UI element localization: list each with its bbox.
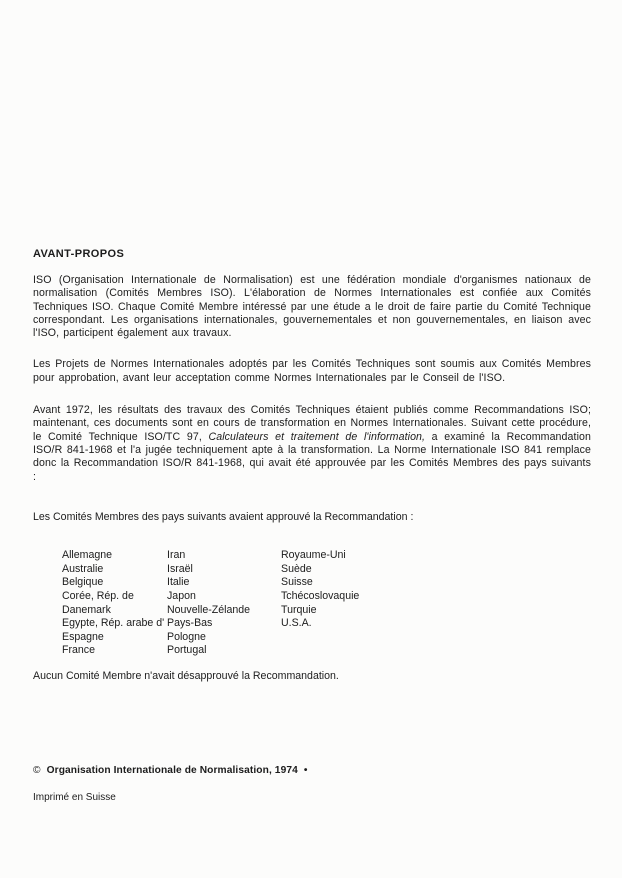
paragraph3-standard-title: Calculateurs et traitement de l'information, (208, 430, 426, 443)
paragraph-draft-standards: Les Projets de Normes Internationales adoptés par les Comités Techniques sont soumis aux Comités Membres pour approbation, avant leur acceptation comme Normes Internationales par le Conseil de l'ISO. (33, 358, 591, 384)
country-item: Egypte, Rép. arabe d' (62, 617, 165, 630)
foreword-heading: AVANT-PROPOS (33, 248, 125, 260)
country-item: Suisse (281, 576, 313, 589)
country-item: Allemagne (62, 549, 113, 562)
copyright-bullet: • (303, 765, 308, 776)
country-item: Australie (62, 562, 104, 575)
foreword-section (33, 248, 591, 683)
country-item: Danemark (62, 603, 111, 616)
country-item: Portugal (167, 644, 207, 657)
country-item: Belgique (62, 576, 104, 589)
country-item: Pologne (167, 630, 206, 643)
paragraph3-text-end: a examiné la Recommandation ISO/R 841-1968 et l'a jugée techniquement apte à la transformation. La Norme Internationale ISO 841 remplace donc la Recommandation ISO/R 841-1968, qui avait été approuvée par les Comités Membres des pays suivants : (33, 430, 592, 483)
country-item: Japon (167, 589, 196, 602)
copyright-line (33, 765, 308, 776)
member-countries-list (62, 549, 591, 658)
country-item: Nouvelle-Zélande (167, 603, 251, 616)
copyright-symbol: © (33, 765, 41, 776)
countries-column-1 (62, 549, 167, 658)
disapproval-line: Aucun Comité Membre n'avait désapprouvé la Recommandation. (33, 669, 339, 682)
country-item: Iran (167, 549, 186, 562)
country-item: Royaume-Uni (281, 549, 346, 562)
country-item: Italie (167, 576, 190, 589)
country-item: Turquie (281, 603, 317, 616)
copyright-text: Organisation Internationale de Normalisation, 1974 (46, 765, 298, 776)
paragraph3-text-start: Avant 1972, les résultats des travaux des Comités Techniques étaient publiés comme Recommandations ISO; maintenant, ces documents sont en cours de transformation en Normes Internationales. Suivant cette procédure, le Comité Technique ISO/TC 97, (33, 404, 591, 443)
country-item: Israël (167, 562, 193, 575)
country-item: Suède (281, 562, 312, 575)
country-item: Espagne (62, 630, 104, 643)
countries-column-2 (167, 549, 281, 658)
paragraph-iso-intro: ISO (Organisation Internationale de Normalisation) est une fédération mondiale d'organismes nationaux de normalisation (Comités Membres ISO). L'élaboration de Normes Internationales est confiée aux Comités Techniques ISO. Chaque Comité Membre intéressé par une étude a le droit de faire partie du Comité Technique correspondant. Les organisations internationales, gouvernementales et non gouvernementales, en liaison avec l'ISO, participent également aux travaux. (33, 274, 591, 340)
paragraph-recommendation-history (33, 404, 591, 484)
printed-in-line: Imprimé en Suisse (33, 792, 116, 803)
country-item: U.S.A. (281, 617, 312, 630)
country-item: Corée, Rép. de (62, 589, 134, 602)
country-item: Tchécoslovaquie (281, 589, 360, 602)
country-item: France (62, 644, 95, 657)
country-item: Pays-Bas (167, 617, 213, 630)
approval-intro-line: Les Comités Membres des pays suivants avaient approuvé la Recommandation : (33, 510, 414, 523)
countries-column-3 (281, 549, 441, 658)
